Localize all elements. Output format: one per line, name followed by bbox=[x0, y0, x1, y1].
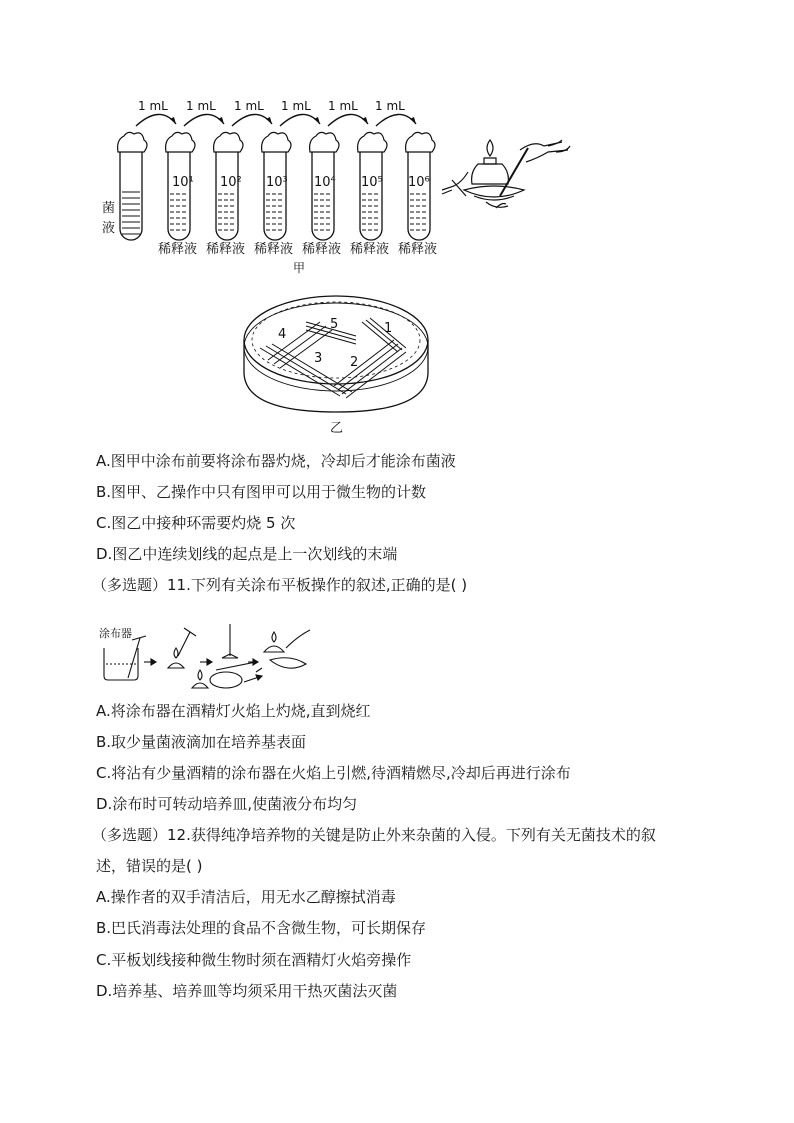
figure-caption-yi: 乙 bbox=[330, 421, 344, 436]
diluent-label: 稀释液 bbox=[398, 242, 438, 257]
volume-label: 1 mL bbox=[138, 99, 168, 113]
q12-stem-line1: （多选题）12.获得纯净培养物的关键是防止外来杂菌的入侵。下列有关无菌技术的叙 bbox=[92, 826, 656, 844]
tube-label: 10³ bbox=[266, 175, 288, 190]
q11-stem: （多选题）11.下列有关涂布平板操作的叙述,正确的是( ) bbox=[92, 576, 468, 594]
tube-label: 10⁴ bbox=[314, 175, 336, 190]
diluent-label: 稀释液 bbox=[206, 242, 246, 257]
zone-label: 4 bbox=[278, 327, 287, 342]
diluent-label: 稀释液 bbox=[254, 242, 294, 257]
q12-option-b: B.巴氏消毒法处理的食品不含微生物，可长期保存 bbox=[96, 919, 427, 937]
zone-label: 3 bbox=[314, 351, 323, 366]
volume-label: 1 mL bbox=[328, 99, 358, 113]
volume-label: 1 mL bbox=[186, 99, 216, 113]
figure-yi bbox=[0, 282, 794, 436]
volume-label: 1 mL bbox=[375, 99, 405, 113]
tube-label: 10⁵ bbox=[361, 175, 383, 190]
diluent-label: 稀释液 bbox=[302, 242, 342, 257]
q11-option-d: D.涂布时可转动培养皿,使菌液分布均匀 bbox=[96, 795, 358, 813]
figure-caption-jia: 甲 bbox=[293, 261, 306, 275]
figure-spreader-steps bbox=[0, 620, 794, 690]
diluent-label: 稀释液 bbox=[158, 242, 198, 257]
zone-label: 2 bbox=[350, 355, 359, 370]
q12-option-a: A.操作者的双手清洁后，用无水乙醇擦拭消毒 bbox=[96, 888, 396, 906]
zone-label: 5 bbox=[330, 317, 339, 332]
tube-label: 10¹ bbox=[172, 175, 194, 190]
q11-option-b: B.取少量菌液滴加在培养基表面 bbox=[96, 733, 307, 751]
q10-option-c: C.图乙中接种环需要灼烧 5 次 bbox=[96, 514, 296, 532]
volume-label: 1 mL bbox=[234, 99, 264, 113]
figure-jia bbox=[0, 0, 794, 290]
q10-option-d: D.图乙中连续划线的起点是上一次划线的末端 bbox=[96, 545, 398, 563]
tube-label: 10² bbox=[220, 175, 242, 190]
q11-option-a: A.将涂布器在酒精灯火焰上灼烧,直到烧红 bbox=[96, 702, 371, 720]
spreader-label: 涂布器 bbox=[99, 627, 132, 640]
q10-option-a: A.图甲中涂布前要将涂布器灼烧，冷却后才能涂布菌液 bbox=[96, 452, 456, 470]
q11-option-c: C.将沾有少量酒精的涂布器在火焰上引燃,待酒精燃尽,冷却后再进行涂布 bbox=[96, 764, 571, 782]
q12-option-d: D.培养基、培养皿等均须采用干热灭菌法灭菌 bbox=[96, 982, 398, 1000]
spreading-illustration bbox=[442, 140, 570, 208]
stock-tube bbox=[118, 132, 147, 240]
volume-label: 1 mL bbox=[281, 99, 311, 113]
q10-option-b: B.图甲、乙操作中只有图甲可以用于微生物的计数 bbox=[96, 483, 427, 501]
bacteria-label: 菌 bbox=[102, 201, 116, 216]
q12-stem-line2: 述，错误的是( ) bbox=[96, 857, 203, 875]
diluent-label: 稀释液 bbox=[350, 242, 390, 257]
bacteria-label: 液 bbox=[102, 221, 116, 236]
zone-label: 1 bbox=[384, 321, 393, 336]
q12-option-c: C.平板划线接种微生物时须在酒精灯火焰旁操作 bbox=[96, 951, 412, 969]
tube-label: 10⁶ bbox=[408, 175, 430, 190]
